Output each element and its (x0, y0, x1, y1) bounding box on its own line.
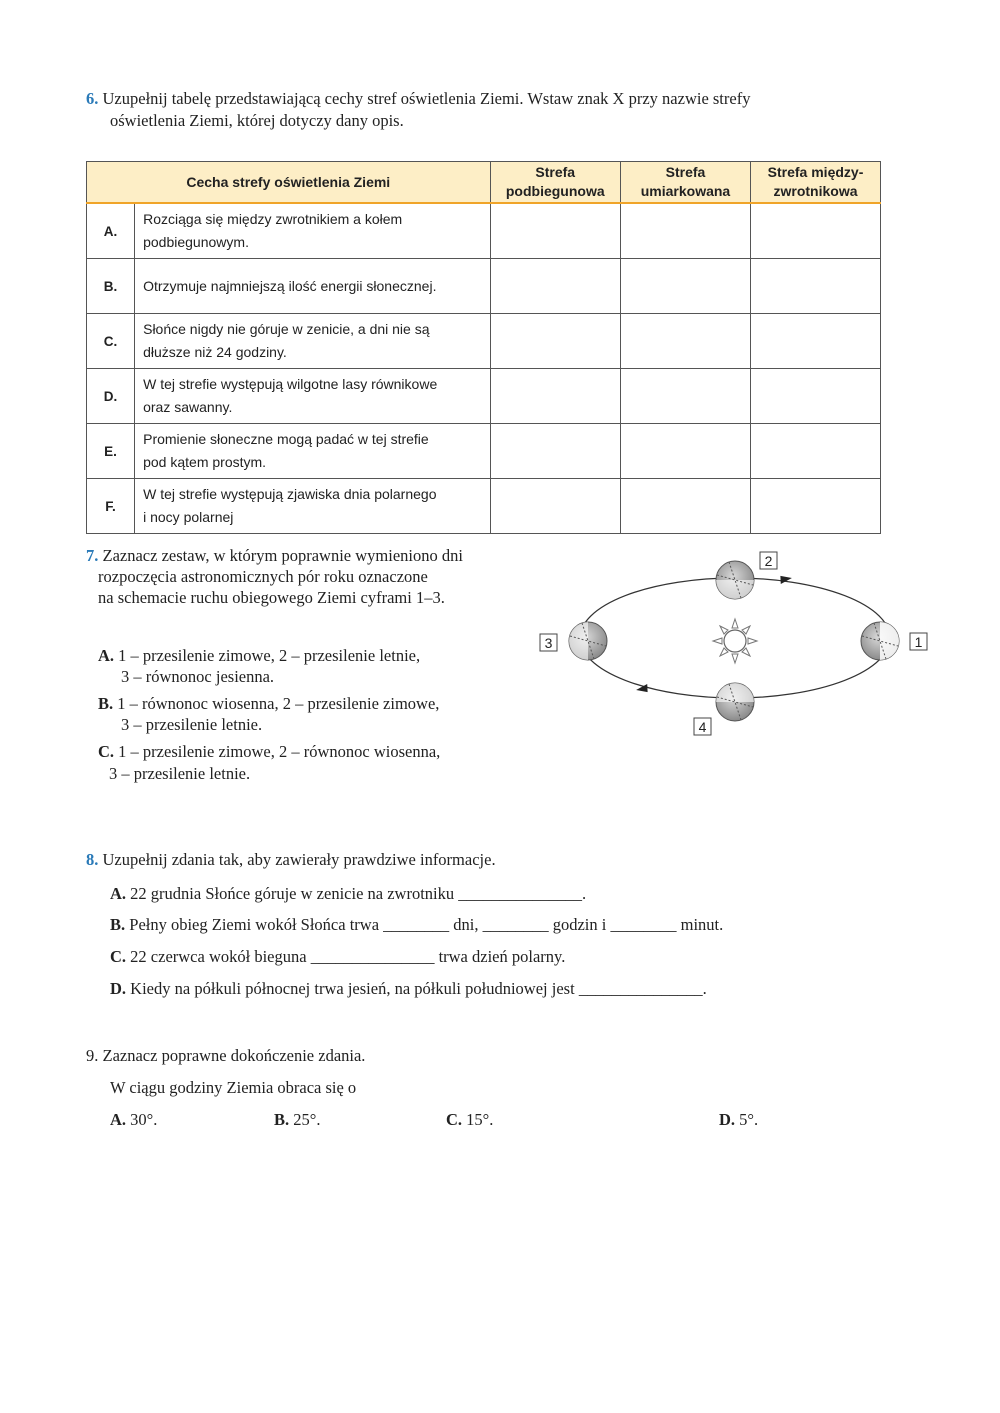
header-polar (490, 162, 620, 204)
row-letter: A. (87, 203, 135, 259)
q7-text-line2: rozpoczęcia astronomicznych pór roku oznaczone (98, 567, 428, 586)
sentence-end: . (582, 884, 587, 903)
q9-option-d[interactable] (719, 1109, 758, 1130)
row-letter: F. (87, 479, 135, 534)
option-letter: A. (98, 646, 115, 665)
header-temperate-l2: umiarkowana (640, 183, 731, 199)
sentence-letter: A. (110, 884, 127, 903)
answer-cell-polar[interactable] (490, 479, 620, 534)
option-value: 30°. (130, 1110, 158, 1129)
row-desc-l2: dłuższe niż 24 godziny. (143, 344, 287, 360)
option-letter: C. (446, 1110, 463, 1129)
row-desc-l1: W tej strefie występują zjawiska dnia polarnego (143, 486, 437, 502)
fill-blank[interactable]: _______________ (310, 947, 435, 966)
q6-instruction (86, 88, 750, 109)
q9-option-c[interactable] (446, 1109, 493, 1130)
orbit-diagram (530, 545, 950, 745)
q8-sentence-c (110, 946, 565, 967)
q7-option-b-l2: 3 – przesilenie letnie. (121, 715, 263, 734)
row-letter: E. (87, 424, 135, 479)
answer-cell-temperate[interactable] (620, 424, 750, 479)
q8-sentence-b (110, 914, 723, 935)
sentence-end: . (702, 979, 707, 998)
q6-text-line1: Uzupełnij tabelę przedstawiającą cechy stref oświetlenia Ziemi. Wstaw znak X przy nazwie strefy (102, 89, 751, 108)
fill-blank-days[interactable]: ________ (383, 915, 450, 934)
row-desc-l2: podbiegunowym. (143, 234, 249, 250)
row-description: Otrzymuje najmniejszą ilość energii słonecznej. (135, 259, 490, 314)
sentence-text: Pełny obieg Ziemi wokół Słońca trwa (129, 915, 380, 934)
header-temperate (620, 162, 750, 204)
sentence-text: Kiedy na półkuli północnej trwa jesień, na półkuli południowej jest (130, 979, 575, 998)
option-text-l1: 1 – równonoc wiosenna, 2 – przesilenie zimowe, (117, 694, 440, 713)
q7-instruction-line1 (86, 545, 463, 566)
q7-text-line3: na schemacie ruchu obiegowego Ziemi cyframi 1–3. (98, 588, 445, 607)
q8-sentence-a (110, 883, 586, 904)
label-box-2 (760, 552, 777, 569)
q8-number: 8. (86, 850, 99, 869)
q9-instruction (86, 1045, 365, 1066)
answer-cell-polar[interactable] (490, 424, 620, 479)
sentence-text: trwa dzień polarny. (438, 947, 566, 966)
earth-position-2-icon (716, 561, 754, 599)
row-desc-l1: W tej strefie występują wilgotne lasy równikowe (143, 376, 438, 392)
row-letter: B. (87, 259, 135, 314)
table-row (87, 479, 881, 534)
sentence-text: minut. (680, 915, 724, 934)
answer-cell-tropical[interactable] (751, 259, 881, 314)
q9-option-b[interactable] (274, 1109, 321, 1130)
table-row (87, 369, 881, 424)
option-letter: B. (274, 1110, 290, 1129)
table-header-row (87, 162, 881, 204)
option-letter: A. (110, 1110, 127, 1129)
header-polar-l2: podbiegunowa (505, 183, 605, 199)
option-value: 15°. (466, 1110, 494, 1129)
table-row (87, 259, 881, 314)
row-letter: C. (87, 314, 135, 369)
row-description (135, 203, 490, 259)
sentence-text: 22 grudnia Słońce góruje w zenicie na zwrotniku (130, 884, 455, 903)
earth-position-3-icon (569, 622, 607, 660)
sentence-letter: C. (110, 947, 127, 966)
row-description (135, 479, 490, 534)
q7-option-b[interactable] (98, 693, 439, 714)
q7-option-a[interactable] (98, 645, 420, 666)
option-value: 25°. (293, 1110, 321, 1129)
sun-icon (713, 619, 757, 663)
row-desc-l1: Rozciąga się między zwrotnikiem a kołem (143, 211, 403, 227)
table-row (87, 203, 881, 259)
header-tropical-l1: Strefa między- (767, 164, 864, 180)
answer-cell-temperate[interactable] (620, 259, 750, 314)
q8-text: Uzupełnij zdania tak, aby zawierały prawdziwe informacje. (102, 850, 496, 869)
q7-option-c[interactable] (98, 741, 440, 762)
label-box-3 (540, 634, 557, 651)
answer-cell-tropical[interactable] (751, 369, 881, 424)
fill-blank[interactable]: _______________ (578, 979, 703, 998)
fill-blank[interactable]: _______________ (458, 884, 582, 903)
header-feature: Cecha strefy oświetlenia Ziemi (87, 162, 491, 204)
answer-cell-tropical[interactable] (751, 424, 881, 479)
sentence-letter: D. (110, 979, 127, 998)
label-4: 4 (698, 719, 707, 735)
q6-number: 6. (86, 89, 99, 108)
label-box-4 (694, 718, 711, 735)
row-desc-l2: oraz sawanny. (143, 399, 233, 415)
label-1: 1 (914, 634, 923, 650)
q8-sentence-d (110, 978, 707, 999)
q9-text: Zaznacz poprawne dokończenie zdania. (102, 1046, 366, 1065)
answer-cell-temperate[interactable] (620, 479, 750, 534)
header-temperate-l1: Strefa (665, 164, 706, 180)
row-description (135, 424, 490, 479)
answer-cell-tropical[interactable] (751, 314, 881, 369)
header-polar-l1: Strefa (535, 164, 576, 180)
row-desc-l2: pod kątem prostym. (143, 454, 267, 470)
option-letter: B. (98, 694, 114, 713)
q7-text-line1: Zaznacz zestaw, w którym poprawnie wymieniono dni (102, 546, 463, 565)
q7-number: 7. (86, 546, 99, 565)
sentence-text: dni, (453, 915, 479, 934)
option-letter: C. (98, 742, 115, 761)
fill-blank-minutes[interactable]: ________ (610, 915, 677, 934)
table-row (87, 424, 881, 479)
option-letter: D. (719, 1110, 736, 1129)
option-value: 5°. (739, 1110, 759, 1129)
row-desc-l2: i nocy polarnej (143, 509, 234, 525)
answer-cell-tropical[interactable] (751, 203, 881, 259)
q7-option-a-l2: 3 – równonoc jesienna. (121, 667, 275, 686)
orbit-arrow-top (779, 574, 792, 584)
table-row (87, 314, 881, 369)
label-2: 2 (764, 553, 773, 569)
answer-cell-tropical[interactable] (751, 479, 881, 534)
option-text-l1: 1 – przesilenie zimowe, 2 – przesilenie letnie, (118, 646, 421, 665)
header-tropical-l2: zwrotnikowa (773, 183, 858, 199)
q7-option-c-l2: 3 – przesilenie letnie. (109, 764, 251, 783)
zones-table (86, 161, 881, 534)
answer-cell-polar[interactable] (490, 203, 620, 259)
row-description (135, 369, 490, 424)
answer-cell-polar[interactable] (490, 259, 620, 314)
sentence-text: 22 czerwca wokół bieguna (130, 947, 307, 966)
sentence-letter: B. (110, 915, 126, 934)
q6-text-line2: oświetlenia Ziemi, której dotyczy dany opis. (110, 111, 404, 130)
row-desc-l1: Słońce nigdy nie góruje w zenicie, a dni nie są (143, 321, 430, 337)
row-desc-l1: Promienie słoneczne mogą padać w tej strefie (143, 431, 429, 447)
q9-number: 9. (86, 1046, 99, 1065)
answer-cell-polar[interactable] (490, 369, 620, 424)
fill-blank-hours[interactable]: ________ (482, 915, 549, 934)
label-3: 3 (544, 635, 553, 651)
answer-cell-temperate[interactable] (620, 203, 750, 259)
q9-stem: W ciągu godziny Ziemia obraca się o (110, 1078, 357, 1097)
earth-position-1-icon (861, 622, 899, 660)
row-description (135, 314, 490, 369)
q8-instruction (86, 849, 496, 870)
earth-position-4-icon (716, 683, 754, 721)
answer-cell-temperate[interactable] (620, 369, 750, 424)
row-letter: D. (87, 369, 135, 424)
answer-cell-temperate[interactable] (620, 314, 750, 369)
sentence-text: godzin i (552, 915, 607, 934)
option-text-l1: 1 – przesilenie zimowe, 2 – równonoc wiosenna, (118, 742, 441, 761)
label-box-1 (910, 633, 927, 650)
q9-option-a[interactable] (110, 1109, 157, 1130)
answer-cell-polar[interactable] (490, 314, 620, 369)
header-tropical (751, 162, 881, 204)
